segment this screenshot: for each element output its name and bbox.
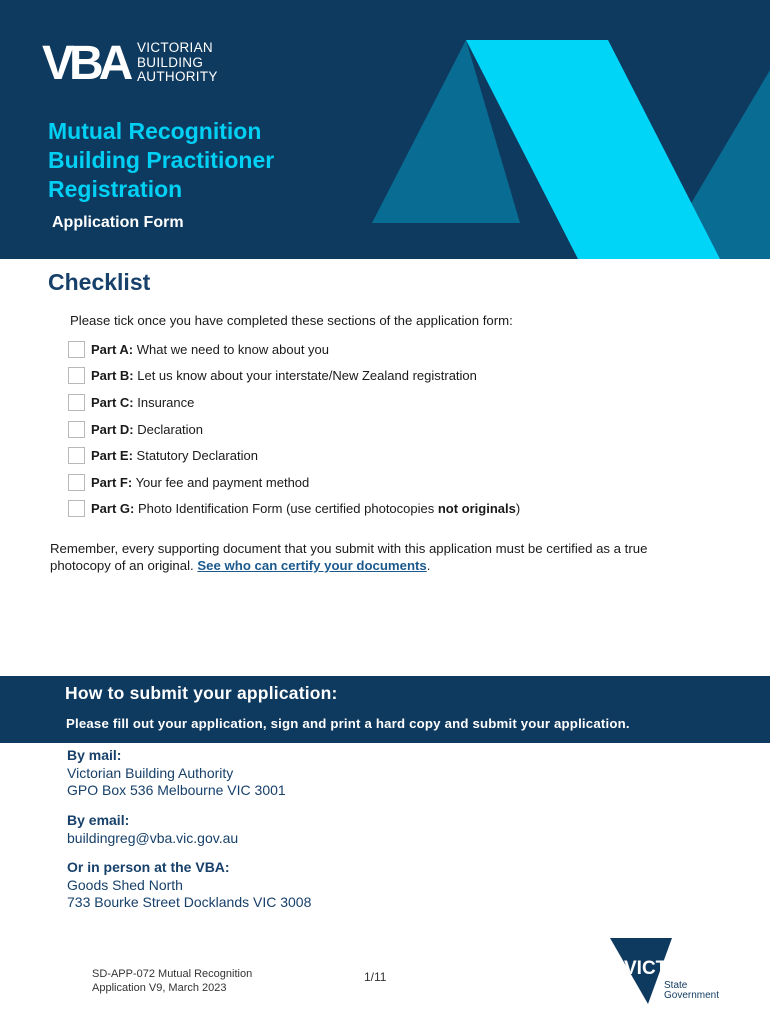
mail-label: By mail: xyxy=(67,747,122,763)
checklist-heading: Checklist xyxy=(48,269,151,295)
checkbox-part-d[interactable] xyxy=(68,421,85,438)
certify-documents-link[interactable]: See who can certify your documents xyxy=(197,558,427,573)
checklist-item-part-c xyxy=(68,389,520,416)
checklist-item-text: Part D: Declaration xyxy=(91,421,204,437)
victoria-logo-state: State xyxy=(664,980,688,991)
document-code: SD-APP-072 Mutual Recognition Application V9, March 2023 xyxy=(92,968,253,994)
checkbox-part-e[interactable] xyxy=(68,447,85,464)
checklist-item-part-f xyxy=(68,469,520,496)
page-title xyxy=(48,117,368,204)
contact-mail xyxy=(67,747,286,800)
victoria-logo-government: Government xyxy=(664,990,720,1001)
address-line: Goods Shed North xyxy=(67,876,183,893)
checklist-item-part-d xyxy=(68,416,520,443)
deco-stripe xyxy=(466,40,720,259)
title-line: Mutual Recognition xyxy=(48,118,262,144)
title-line: Registration xyxy=(48,176,183,202)
page-subtitle: Application Form xyxy=(52,214,184,231)
checklist-item-part-g xyxy=(68,496,520,523)
email-label: By email: xyxy=(67,812,130,828)
checklist-item-part-e xyxy=(68,442,520,469)
submit-instructions: Please fill out your application, sign and print a hard copy and submit your application. xyxy=(66,716,630,731)
checklist-item-text: Part G: Photo Identification Form (use certified photocopies not originals) xyxy=(91,501,521,517)
contact-in-person xyxy=(67,859,311,912)
checkbox-part-a[interactable] xyxy=(68,341,85,358)
address-line: 733 Bourke Street Docklands VIC 3008 xyxy=(67,894,312,910)
checkbox-part-g[interactable] xyxy=(68,500,85,517)
checklist-item-text: Part E: Statutory Declaration xyxy=(91,448,258,464)
mail-line: GPO Box 536 Melbourne VIC 3001 xyxy=(67,782,286,798)
submit-heading: How to submit your application: xyxy=(65,683,338,703)
title-line: Building Practitioner xyxy=(48,147,275,173)
checkbox-part-f[interactable] xyxy=(68,474,85,491)
mail-line: Victorian Building Authority xyxy=(67,764,234,781)
checkbox-part-c[interactable] xyxy=(68,394,85,411)
checkbox-part-b[interactable] xyxy=(68,367,85,384)
logo-line: AUTHORITY xyxy=(137,69,218,84)
victoria-logo-word: VICTORIA xyxy=(624,958,715,979)
logo-line: BUILDING xyxy=(137,54,204,70)
checklist-intro: Please tick once you have completed these sections of the application form: xyxy=(70,313,513,328)
checklist-item-text: Part B: Let us know about your interstate/New Zealand registration xyxy=(91,368,477,384)
checklist-item-text: Part A: What we need to know about you xyxy=(91,341,329,357)
email-address[interactable]: buildingreg@vba.vic.gov.au xyxy=(67,829,239,846)
in-person-label: Or in person at the VBA: xyxy=(67,859,230,875)
contact-email xyxy=(67,812,238,847)
vba-logo-mark xyxy=(42,38,134,84)
checklist-item-text: Part C: Insurance xyxy=(91,394,195,410)
page-number: 1/11 xyxy=(364,970,387,984)
svg-text:VBA: VBA xyxy=(42,38,129,84)
checklist-items xyxy=(68,336,520,522)
checklist-item-text: Part F: Your fee and payment method xyxy=(91,474,310,490)
checklist-item-part-b xyxy=(68,363,520,390)
logo-line: VICTORIAN xyxy=(137,40,213,55)
checklist-item-part-a xyxy=(68,336,520,363)
victoria-government-logo xyxy=(610,936,735,1006)
certification-note: Remember, every supporting document that you submit with this application must be certified as a true photocopy of an original. See who can certify your documents. xyxy=(50,541,648,573)
vba-logo xyxy=(42,38,227,88)
cover-header xyxy=(0,0,770,259)
vba-logo-text xyxy=(137,41,218,85)
